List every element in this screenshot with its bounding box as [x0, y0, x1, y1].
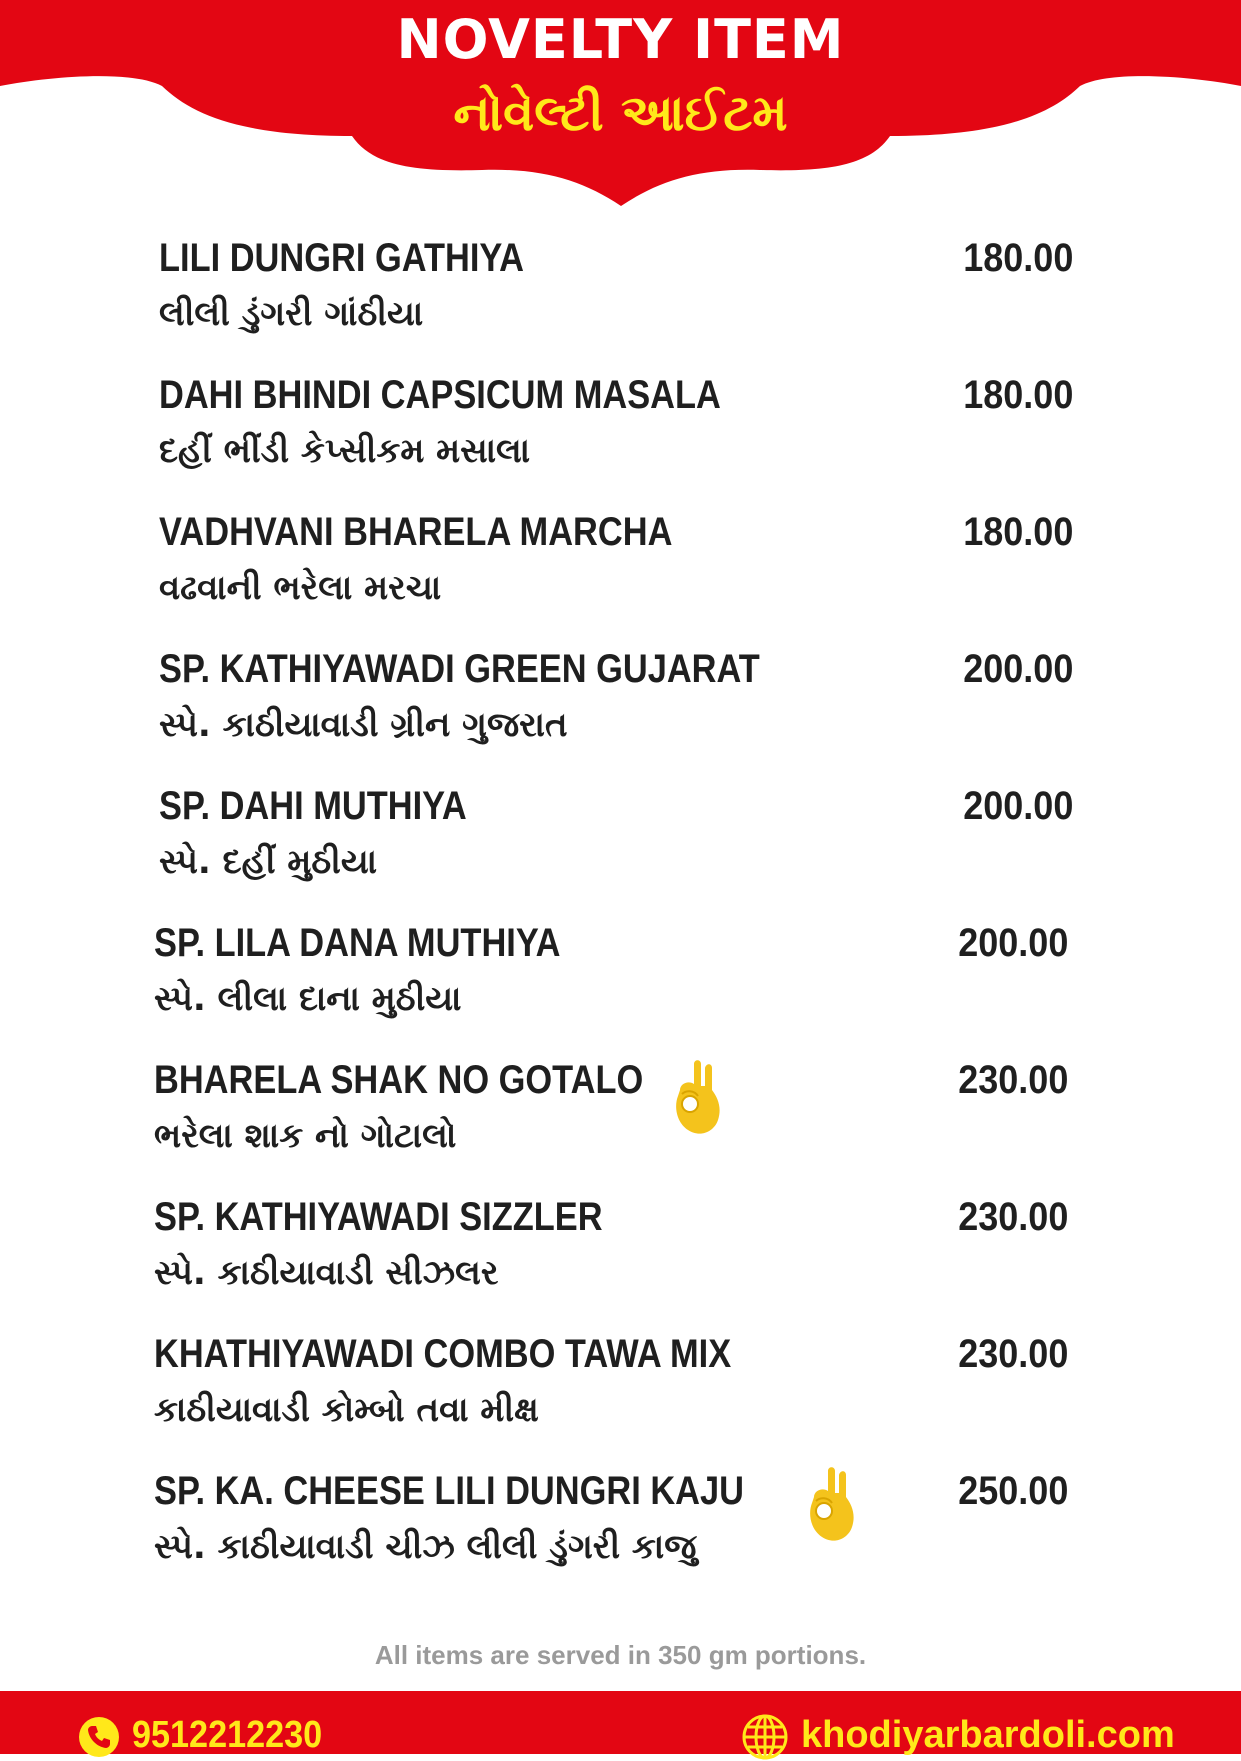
ok-hand-icon: [668, 1060, 724, 1138]
website-link[interactable]: khodiyarbardoli.com: [801, 1714, 1175, 1756]
item-name-gujarati: સ્પે. કાઠીયાવાડી ચીઝ લીલી ડુંગરી કાજુ: [154, 1527, 697, 1567]
page-subtitle: નોવેલ્ટી આઈટમ: [453, 84, 788, 142]
item-name: SP. DAHI MUTHIYA: [159, 784, 467, 828]
item-name-gujarati: ભરેલા શાક નો ગોટાલો: [154, 1116, 457, 1156]
menu-item: [0, 643, 1241, 780]
phone-icon: [78, 1716, 120, 1758]
menu-item: [0, 1465, 1241, 1602]
item-name: DAHI BHINDI CAPSICUM MASALA: [159, 373, 721, 417]
menu-item: [0, 1328, 1241, 1465]
item-price: 180.00: [962, 236, 1073, 280]
item-price: 200.00: [962, 784, 1073, 828]
page-title: NOVELTY ITEM: [396, 8, 845, 71]
item-name-gujarati: સ્પે. લીલા દાના મુઠીયા: [154, 979, 462, 1019]
item-name-gujarati: સ્પે. કાઠીયાવાડી સીઝલર: [154, 1253, 499, 1293]
item-price: 230.00: [957, 1332, 1068, 1376]
menu-item: [0, 917, 1241, 1054]
header-banner: [0, 0, 1241, 210]
item-name-gujarati: કાઠીયાવાડી કોમ્બો તવા મીક્ષ: [154, 1390, 539, 1430]
item-name: BHARELA SHAK NO GOTALO: [154, 1058, 644, 1102]
item-name-gujarati: વઢવાની ભરેલા મરચા: [159, 568, 442, 608]
item-price: 230.00: [957, 1058, 1068, 1102]
item-name: KHATHIYAWADI COMBO TAWA MIX: [154, 1332, 732, 1376]
item-name-gujarati: સ્પે. દહીં મુઠીયા: [159, 842, 378, 882]
portion-note: All items are served in 350 gm portions.: [374, 1640, 867, 1670]
item-name: SP. LILA DANA MUTHIYA: [154, 921, 561, 965]
item-name: VADHVANI BHARELA MARCHA: [159, 510, 673, 554]
item-name: SP. KA. CHEESE LILI DUNGRI KAJU: [154, 1469, 745, 1513]
phone-number[interactable]: 9512212230: [132, 1714, 323, 1756]
item-price: 230.00: [957, 1195, 1068, 1239]
menu-item: [0, 232, 1241, 369]
item-name: SP. KATHIYAWADI SIZZLER: [154, 1195, 603, 1239]
menu-item: [0, 369, 1241, 506]
ok-hand-icon: [802, 1467, 858, 1545]
item-price: 200.00: [957, 921, 1068, 965]
item-price: 180.00: [962, 510, 1073, 554]
menu-item: [0, 506, 1241, 643]
item-price: 180.00: [962, 373, 1073, 417]
item-name-gujarati: સ્પે. કાઠીયાવાડી ગ્રીન ગુજરાત: [159, 705, 568, 745]
menu-item: [0, 1054, 1241, 1191]
item-price: 200.00: [962, 647, 1073, 691]
item-name-gujarati: લીલી ડુંગરી ગાંઠીયા: [159, 294, 424, 334]
menu-item: [0, 1191, 1241, 1328]
item-name: LILI DUNGRI GATHIYA: [159, 236, 525, 280]
item-name-gujarati: દહીં ભીંડી કેપ્સીકમ મસાલા: [159, 431, 531, 471]
menu-item: [0, 780, 1241, 917]
menu-list: [0, 232, 1241, 1602]
item-name: SP. KATHIYAWADI GREEN GUJARAT: [159, 647, 760, 691]
item-price: 250.00: [957, 1469, 1068, 1513]
